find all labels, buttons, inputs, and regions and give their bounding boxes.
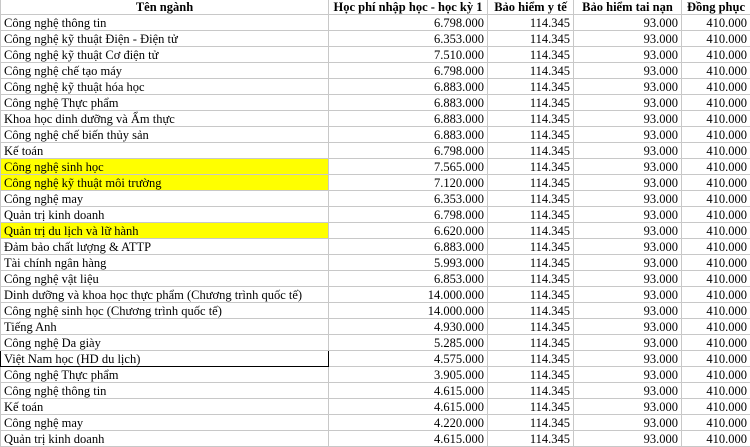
major-name-cell: Việt Nam học (HD du lịch)	[1, 351, 329, 367]
uniform-cell: 410.000	[682, 239, 750, 255]
table-row	[1, 319, 750, 335]
uniform-cell: 410.000	[682, 415, 750, 431]
tuition-cell: 6.883.000	[329, 127, 488, 143]
health-insurance-cell: 114.345	[488, 79, 574, 95]
tuition-cell: 4.615.000	[329, 383, 488, 399]
tuition-cell: 6.883.000	[329, 111, 488, 127]
table-header	[1, 0, 750, 15]
uniform-cell: 410.000	[682, 31, 750, 47]
health-insurance-cell: 114.345	[488, 239, 574, 255]
major-name-cell: Công nghệ sinh học	[1, 159, 329, 175]
table-row	[1, 415, 750, 431]
health-insurance-cell: 114.345	[488, 95, 574, 111]
accident-insurance-cell: 93.000	[574, 239, 682, 255]
health-insurance-cell: 114.345	[488, 159, 574, 175]
health-insurance-cell: 114.345	[488, 223, 574, 239]
health-insurance-cell: 114.345	[488, 415, 574, 431]
health-insurance-cell: 114.345	[488, 383, 574, 399]
health-insurance-cell: 114.345	[488, 303, 574, 319]
health-insurance-cell: 114.345	[488, 335, 574, 351]
health-insurance-cell: 114.345	[488, 111, 574, 127]
table-row	[1, 127, 750, 143]
health-insurance-cell: 114.345	[488, 431, 574, 447]
health-insurance-cell: 114.345	[488, 271, 574, 287]
uniform-cell: 410.000	[682, 319, 750, 335]
uniform-cell: 410.000	[682, 303, 750, 319]
major-name-cell: Khoa học dinh dưỡng và Ẩm thực	[1, 111, 329, 127]
accident-insurance-cell: 93.000	[574, 367, 682, 383]
table-row	[1, 31, 750, 47]
major-name-cell: Công nghệ kỹ thuật hóa học	[1, 79, 329, 95]
table-body	[1, 15, 750, 447]
tuition-cell: 5.285.000	[329, 335, 488, 351]
major-name-cell: Quản trị kinh doanh	[1, 431, 329, 447]
uniform-cell: 410.000	[682, 47, 750, 63]
major-name-cell: Kế toán	[1, 399, 329, 415]
table-row	[1, 15, 750, 31]
uniform-cell: 410.000	[682, 191, 750, 207]
major-name-cell: Kế toán	[1, 143, 329, 159]
accident-insurance-cell: 93.000	[574, 15, 682, 31]
accident-insurance-cell: 93.000	[574, 159, 682, 175]
uniform-cell: 410.000	[682, 431, 750, 447]
tuition-cell: 5.993.000	[329, 255, 488, 271]
accident-insurance-cell: 93.000	[574, 95, 682, 111]
table-row	[1, 223, 750, 239]
table-row	[1, 111, 750, 127]
accident-insurance-cell: 93.000	[574, 191, 682, 207]
tuition-cell: 6.353.000	[329, 191, 488, 207]
major-name-cell: Công nghệ kỹ thuật Cơ điện tử	[1, 47, 329, 63]
uniform-cell: 410.000	[682, 335, 750, 351]
uniform-cell: 410.000	[682, 207, 750, 223]
health-insurance-cell: 114.345	[488, 31, 574, 47]
accident-insurance-cell: 93.000	[574, 63, 682, 79]
uniform-cell: 410.000	[682, 127, 750, 143]
health-insurance-cell: 114.345	[488, 319, 574, 335]
uniform-cell: 410.000	[682, 383, 750, 399]
major-name-cell: Công nghệ chế biến thủy sản	[1, 127, 329, 143]
tuition-cell: 6.883.000	[329, 79, 488, 95]
accident-insurance-cell: 93.000	[574, 127, 682, 143]
tuition-cell: 6.798.000	[329, 143, 488, 159]
uniform-cell: 410.000	[682, 287, 750, 303]
health-insurance-cell: 114.345	[488, 367, 574, 383]
table-row	[1, 367, 750, 383]
major-name-cell: Công nghệ Thực phẩm	[1, 95, 329, 111]
major-name-cell: Công nghệ chế tạo máy	[1, 63, 329, 79]
accident-insurance-cell: 93.000	[574, 399, 682, 415]
accident-insurance-cell: 93.000	[574, 351, 682, 367]
major-name-cell: Công nghệ kỹ thuật môi trường	[1, 175, 329, 191]
tuition-cell: 6.353.000	[329, 31, 488, 47]
table-row	[1, 63, 750, 79]
uniform-cell: 410.000	[682, 223, 750, 239]
table-row	[1, 143, 750, 159]
header-uniform: Đồng phục	[682, 0, 750, 15]
header-health-insurance: Bảo hiểm y tế	[488, 0, 574, 15]
uniform-cell: 410.000	[682, 95, 750, 111]
major-name-cell: Công nghệ may	[1, 191, 329, 207]
uniform-cell: 410.000	[682, 63, 750, 79]
tuition-cell: 14.000.000	[329, 287, 488, 303]
accident-insurance-cell: 93.000	[574, 271, 682, 287]
tuition-cell: 4.220.000	[329, 415, 488, 431]
health-insurance-cell: 114.345	[488, 351, 574, 367]
tuition-cell: 7.120.000	[329, 175, 488, 191]
table-row	[1, 351, 750, 367]
tuition-cell: 4.615.000	[329, 431, 488, 447]
health-insurance-cell: 114.345	[488, 63, 574, 79]
table-row	[1, 239, 750, 255]
tuition-cell: 7.565.000	[329, 159, 488, 175]
major-name-cell: Công nghệ may	[1, 415, 329, 431]
uniform-cell: 410.000	[682, 15, 750, 31]
major-name-cell: Quản trị kinh doanh	[1, 207, 329, 223]
uniform-cell: 410.000	[682, 143, 750, 159]
accident-insurance-cell: 93.000	[574, 143, 682, 159]
accident-insurance-cell: 93.000	[574, 335, 682, 351]
tuition-cell: 7.510.000	[329, 47, 488, 63]
accident-insurance-cell: 93.000	[574, 319, 682, 335]
major-name-cell: Quản trị du lịch và lữ hành	[1, 223, 329, 239]
tuition-cell: 3.905.000	[329, 367, 488, 383]
tuition-cell: 6.620.000	[329, 223, 488, 239]
accident-insurance-cell: 93.000	[574, 207, 682, 223]
health-insurance-cell: 114.345	[488, 287, 574, 303]
tuition-cell: 6.798.000	[329, 207, 488, 223]
header-accident-insurance: Bảo hiểm tai nạn	[574, 0, 682, 15]
tuition-cell: 4.615.000	[329, 399, 488, 415]
table-row	[1, 303, 750, 319]
uniform-cell: 410.000	[682, 175, 750, 191]
health-insurance-cell: 114.345	[488, 191, 574, 207]
accident-insurance-cell: 93.000	[574, 431, 682, 447]
accident-insurance-cell: 93.000	[574, 111, 682, 127]
major-name-cell: Dinh dưỡng và khoa học thực phẩm (Chương trình quốc tế)	[1, 287, 329, 303]
table-row	[1, 431, 750, 447]
table-row	[1, 159, 750, 175]
tuition-cell: 6.798.000	[329, 15, 488, 31]
health-insurance-cell: 114.345	[488, 15, 574, 31]
accident-insurance-cell: 93.000	[574, 79, 682, 95]
tuition-cell: 6.853.000	[329, 271, 488, 287]
health-insurance-cell: 114.345	[488, 47, 574, 63]
uniform-cell: 410.000	[682, 159, 750, 175]
tuition-cell: 4.930.000	[329, 319, 488, 335]
uniform-cell: 410.000	[682, 79, 750, 95]
tuition-cell: 6.883.000	[329, 95, 488, 111]
table-row	[1, 95, 750, 111]
uniform-cell: 410.000	[682, 111, 750, 127]
major-name-cell: Công nghệ Da giày	[1, 335, 329, 351]
major-name-cell: Tiếng Anh	[1, 319, 329, 335]
table-row	[1, 207, 750, 223]
accident-insurance-cell: 93.000	[574, 255, 682, 271]
table-row	[1, 191, 750, 207]
tuition-cell: 14.000.000	[329, 303, 488, 319]
uniform-cell: 410.000	[682, 399, 750, 415]
uniform-cell: 410.000	[682, 351, 750, 367]
accident-insurance-cell: 93.000	[574, 383, 682, 399]
health-insurance-cell: 114.345	[488, 399, 574, 415]
health-insurance-cell: 114.345	[488, 255, 574, 271]
uniform-cell: 410.000	[682, 367, 750, 383]
health-insurance-cell: 114.345	[488, 207, 574, 223]
accident-insurance-cell: 93.000	[574, 47, 682, 63]
tuition-cell: 6.883.000	[329, 239, 488, 255]
uniform-cell: 410.000	[682, 255, 750, 271]
table-row	[1, 175, 750, 191]
major-name-cell: Công nghệ sinh học (Chương trình quốc tế)	[1, 303, 329, 319]
accident-insurance-cell: 93.000	[574, 303, 682, 319]
major-name-cell: Công nghệ Thực phẩm	[1, 367, 329, 383]
accident-insurance-cell: 93.000	[574, 175, 682, 191]
tuition-cell: 6.798.000	[329, 63, 488, 79]
health-insurance-cell: 114.345	[488, 127, 574, 143]
table-row	[1, 47, 750, 63]
major-name-cell: Đảm bảo chất lượng & ATTP	[1, 239, 329, 255]
accident-insurance-cell: 93.000	[574, 223, 682, 239]
table-row	[1, 271, 750, 287]
table-row	[1, 335, 750, 351]
health-insurance-cell: 114.345	[488, 175, 574, 191]
major-name-cell: Công nghệ thông tin	[1, 15, 329, 31]
header-major-name: Tên ngành	[1, 0, 329, 15]
table-row	[1, 255, 750, 271]
accident-insurance-cell: 93.000	[574, 31, 682, 47]
header-row	[1, 0, 750, 15]
major-name-cell: Tài chính ngân hàng	[1, 255, 329, 271]
major-name-cell: Công nghệ vật liệu	[1, 271, 329, 287]
accident-insurance-cell: 93.000	[574, 415, 682, 431]
accident-insurance-cell: 93.000	[574, 287, 682, 303]
table-row	[1, 79, 750, 95]
major-name-cell: Công nghệ thông tin	[1, 383, 329, 399]
health-insurance-cell: 114.345	[488, 143, 574, 159]
table-row	[1, 383, 750, 399]
table-row	[1, 287, 750, 303]
major-name-cell: Công nghệ kỹ thuật Điện - Điện tử	[1, 31, 329, 47]
table-row	[1, 399, 750, 415]
uniform-cell: 410.000	[682, 271, 750, 287]
tuition-cell: 4.575.000	[329, 351, 488, 367]
header-tuition: Học phí nhập học - học kỳ 1	[329, 0, 488, 15]
